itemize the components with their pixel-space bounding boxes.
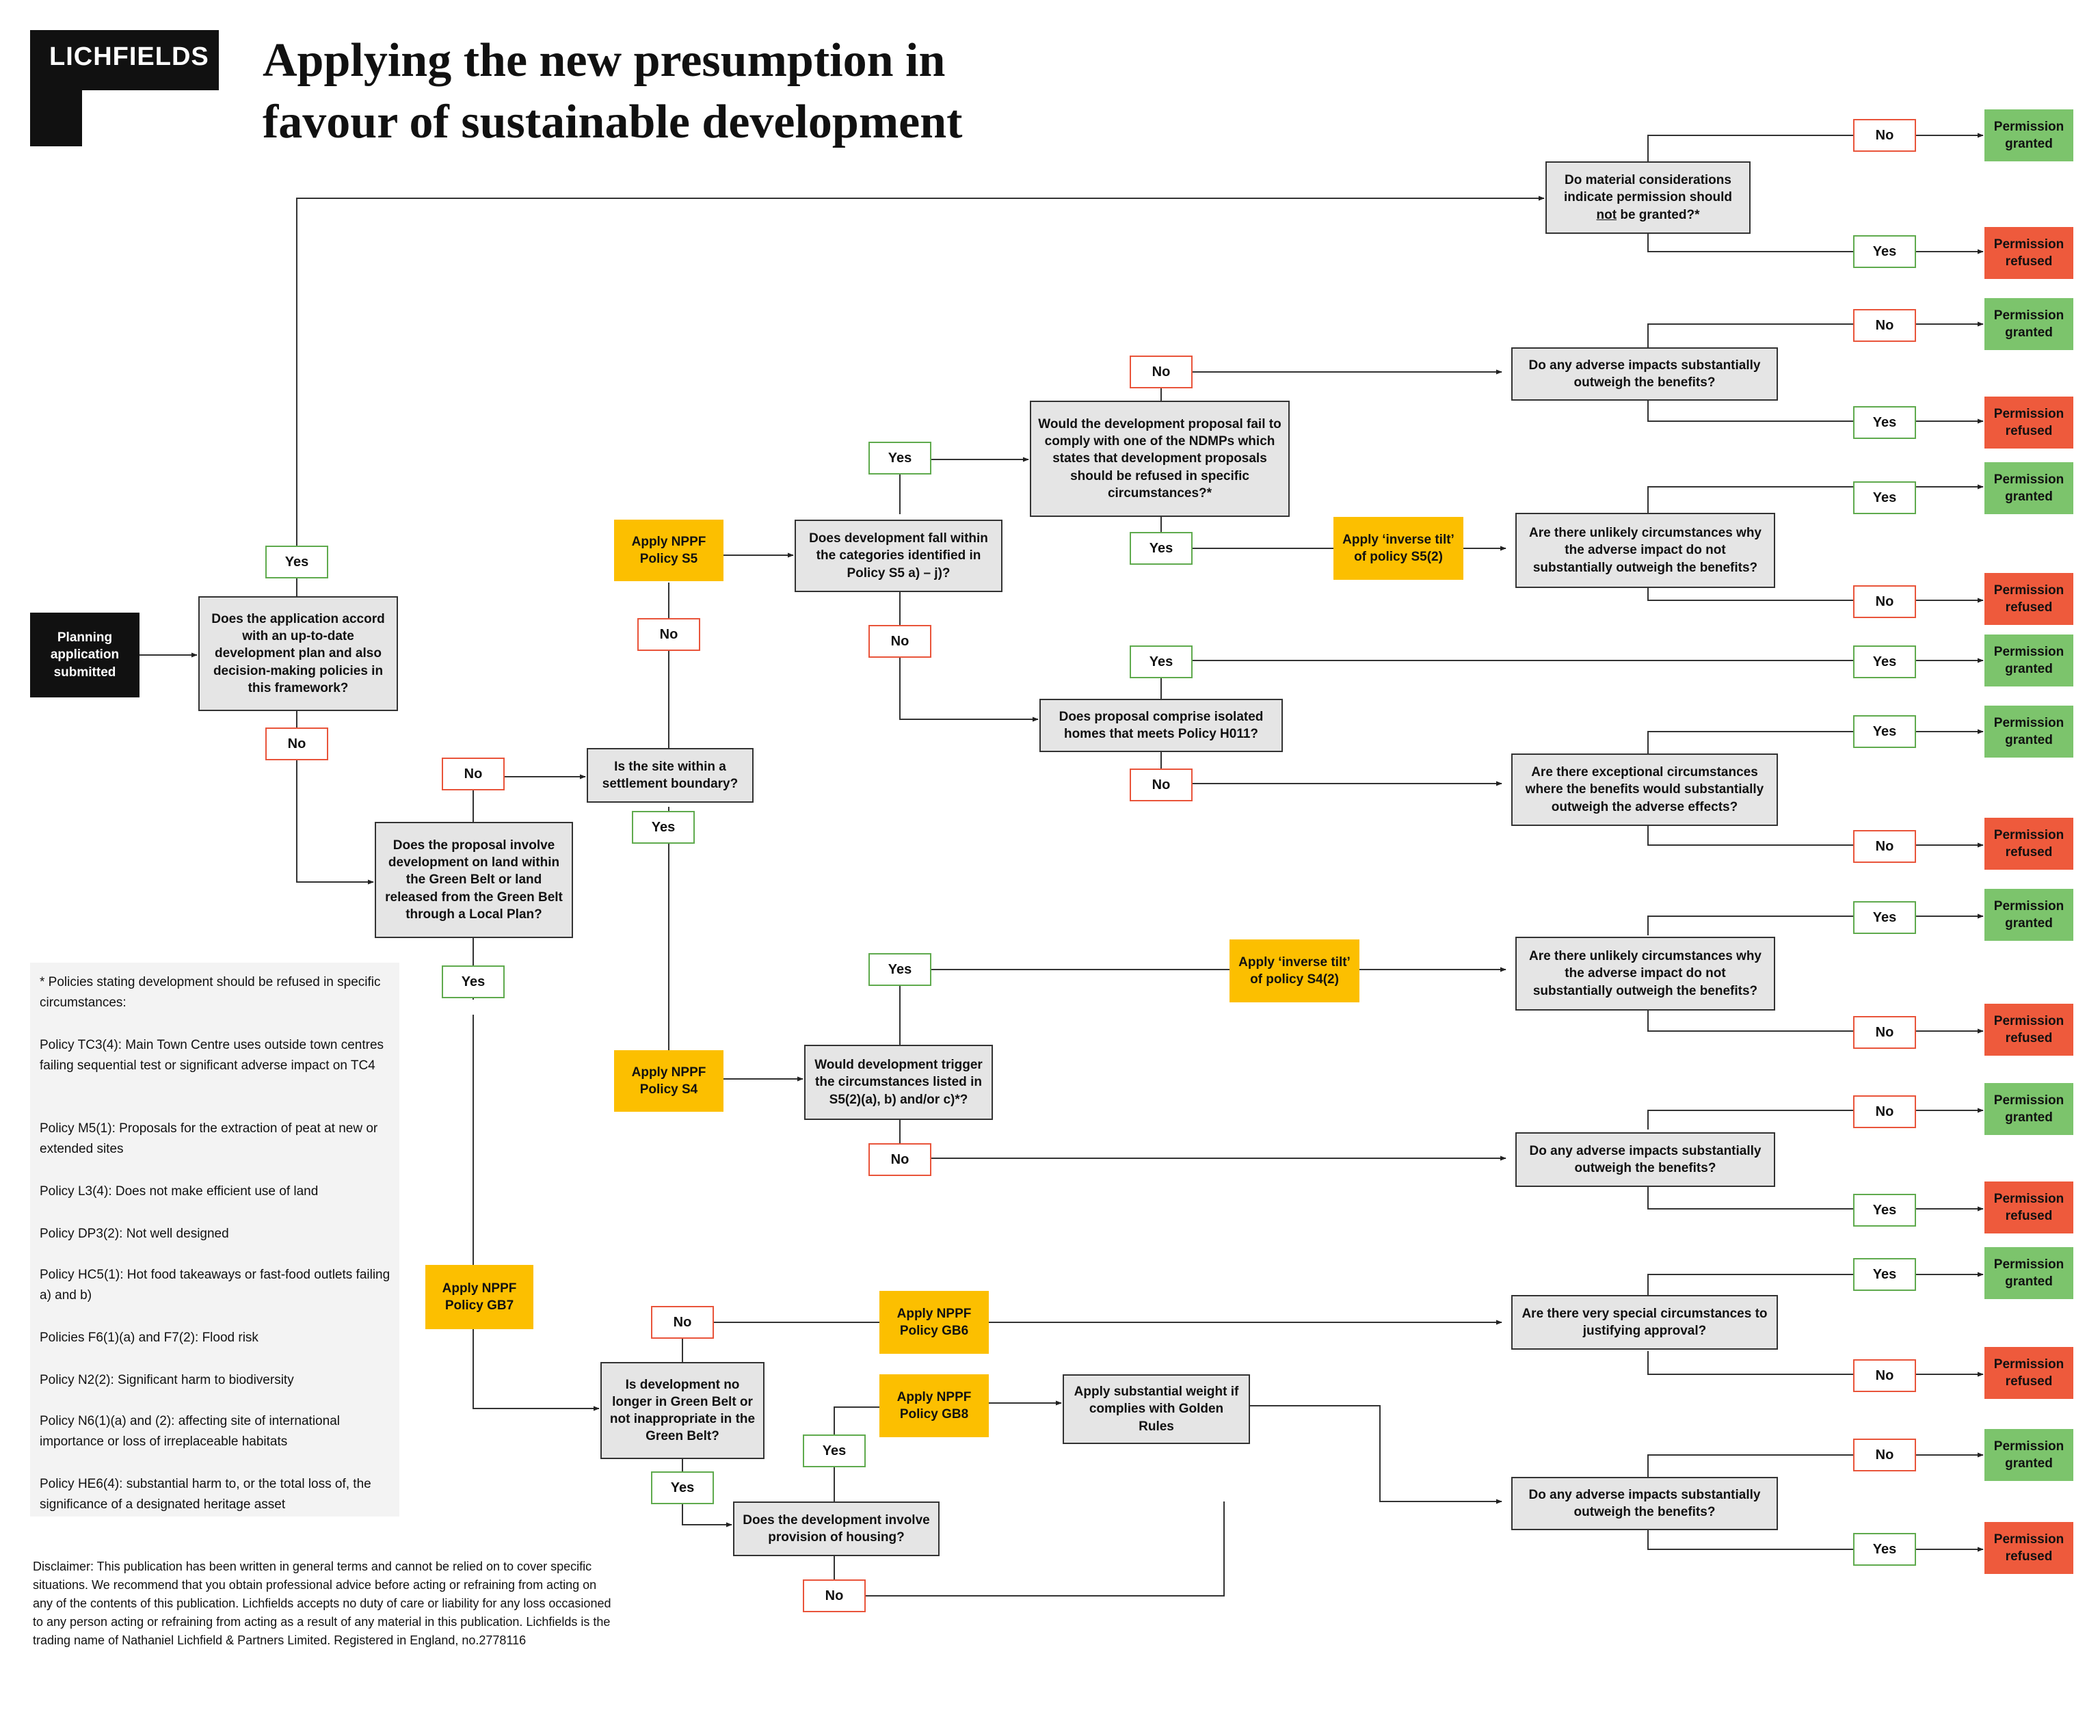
footnote-item: Policy N6(1)(a) and (2): affecting site of international importance or loss of irreplaceable habitats <box>40 1414 340 1449</box>
yes-label-adverse-1: Yes <box>1853 406 1916 439</box>
policy-s4-box: Apply NPPF Policy S4 <box>614 1050 723 1112</box>
no-label-no-longer-gb: No <box>651 1306 714 1339</box>
yes-label-exceptional: Yes <box>1853 715 1916 748</box>
disclaimer: Disclaimer: This publication has been written in general terms and cannot be relied on to cover specific situations. We recommend that you obtain professional advice before acting or refraining from acting on any of the contents of this publication. Lichfields accepts no duty of care or liability for any loss occasioned to any person acting or refraining from acting as a result of any material in this publication. Lichfields is the trading name of Nathaniel Lichfield & Partners Limited. Registered in England, no.2778116 <box>33 1560 611 1647</box>
question-ndmp: Would the development proposal fail to comply with one of the NDMPs which states that development proposals should be refused in specific circumstances?* <box>1030 401 1290 517</box>
outcome-permission-refused: Permission refused <box>1984 1522 2073 1574</box>
question-exceptional-circumstances: Are there exceptional circumstances where the benefits would substantially outweigh the adverse effects? <box>1511 753 1778 826</box>
yes-label-s4-trigger: Yes <box>868 953 931 986</box>
question-adverse-impacts-1: Do any adverse impacts substantially outweigh the benefits? <box>1511 347 1778 401</box>
outcome-permission-refused: Permission refused <box>1984 1004 2073 1056</box>
yes-label-material: Yes <box>1853 235 1916 268</box>
no-label-material: No <box>1853 119 1916 152</box>
outcome-permission-refused: Permission refused <box>1984 227 2073 279</box>
outcome-permission-granted: Permission granted <box>1984 298 2073 350</box>
policy-inverse-tilt-s4-box: Apply ‘inverse tilt’ of policy S4(2) <box>1230 939 1359 1002</box>
material-text-not: not <box>1596 207 1617 222</box>
outcome-permission-granted: Permission granted <box>1984 635 2073 686</box>
question-plan-accord: Does the application accord with an up-to-date development plan and also decision-making policies in this framework? <box>198 596 398 711</box>
no-label-accord: No <box>265 727 328 760</box>
question-provision-of-housing: Does the development involve provision of housing? <box>733 1501 940 1556</box>
start-node: Planning application submitted <box>30 613 139 697</box>
yes-label-adverse-3: Yes <box>1853 1533 1916 1566</box>
outcome-permission-refused: Permission refused <box>1984 573 2073 625</box>
policy-inverse-tilt-s5-box: Apply ‘inverse tilt’ of policy S5(2) <box>1333 517 1463 580</box>
question-very-special-circumstances: Are there very special circumstances to justifying approval? <box>1511 1295 1778 1350</box>
golden-rules-box: Apply substantial weight if complies with Golden Rules <box>1063 1374 1250 1444</box>
no-label-adverse-2: No <box>1853 1095 1916 1128</box>
outcome-permission-refused: Permission refused <box>1984 397 2073 449</box>
title-line-2: favour of sustainable development <box>263 96 963 148</box>
yes-label-isolated-homes-top: Yes <box>1130 645 1193 678</box>
policy-gb8-box: Apply NPPF Policy GB8 <box>879 1374 989 1437</box>
question-adverse-impacts-2: Do any adverse impacts substantially outweigh the benefits? <box>1515 1132 1775 1187</box>
outcome-permission-granted: Permission granted <box>1984 109 2073 161</box>
footnote-item: Policy DP3(2): Not well designed <box>40 1227 229 1241</box>
no-label-adverse-3: No <box>1853 1439 1916 1471</box>
yes-label-unlikely-2: Yes <box>1853 901 1916 934</box>
outcome-permission-refused: Permission refused <box>1984 1347 2073 1399</box>
footnote-item: Policy TC3(4): Main Town Centre uses outside town centres failing sequential test or significant adverse impact on TC4 <box>40 1038 384 1073</box>
outcome-permission-granted: Permission granted <box>1984 1083 2073 1135</box>
yes-label-green-belt: Yes <box>442 965 505 998</box>
question-no-longer-green-belt: Is development no longer in Green Belt or not inappropriate in the Green Belt? <box>600 1362 765 1459</box>
question-adverse-impacts-3: Do any adverse impacts substantially outweigh the benefits? <box>1511 1477 1778 1530</box>
outcome-permission-granted: Permission granted <box>1984 1429 2073 1481</box>
footnote-item: Policy HC5(1): Hot food takeaways or fast-food outlets failing a) and b) <box>40 1268 390 1303</box>
outcome-permission-granted: Permission granted <box>1984 706 2073 758</box>
question-material-considerations <box>1545 161 1751 234</box>
policy-gb7-box: Apply NPPF Policy GB7 <box>425 1265 533 1329</box>
yes-label-no-longer-gb: Yes <box>651 1471 714 1504</box>
yes-label-ndmp: Yes <box>1130 532 1193 565</box>
material-text-pre: Do material considerations indicate permission should <box>1564 173 1732 205</box>
footnote-heading: * Policies stating development should be refused in specific circumstances: <box>40 975 381 1010</box>
question-s4-trigger: Would development trigger the circumstances listed in S5(2)(a), b) and/or c)*? <box>804 1045 993 1120</box>
no-label-s5-categories: No <box>868 625 931 658</box>
yes-label-s5-categories: Yes <box>868 442 931 475</box>
outcome-permission-granted: Permission granted <box>1984 1247 2073 1299</box>
yes-label-isolated-homes-right: Yes <box>1853 645 1916 678</box>
outcome-permission-refused: Permission refused <box>1984 818 2073 870</box>
yes-label-unlikely-1: Yes <box>1853 481 1916 514</box>
question-unlikely-circumstances-1: Are there unlikely circumstances why the adverse impact do not substantially outweigh the benefits? <box>1515 513 1775 588</box>
outcome-permission-granted: Permission granted <box>1984 462 2073 514</box>
question-isolated-homes: Does proposal comprise isolated homes that meets Policy H011? <box>1039 699 1283 752</box>
no-label-adverse-1: No <box>1853 309 1916 342</box>
footnote-item: Policy HE6(4): substantial harm to, or the total loss of, the significance of a designated heritage asset <box>40 1477 371 1512</box>
question-s5-categories: Does development fall within the categories identified in Policy S5 a) – j)? <box>795 520 1002 592</box>
question-unlikely-circumstances-2: Are there unlikely circumstances why the adverse impact do not substantially outweigh the benefits? <box>1515 937 1775 1011</box>
material-text-post: be granted?* <box>1617 207 1700 222</box>
no-label-s4-trigger: No <box>868 1143 931 1176</box>
title-line-1: Applying the new presumption in <box>263 34 946 87</box>
no-label-ndmp: No <box>1130 356 1193 388</box>
no-label-very-special: No <box>1853 1359 1916 1392</box>
no-label-unlikely-1: No <box>1853 585 1916 618</box>
yes-label-accord: Yes <box>265 546 328 578</box>
question-settlement-boundary: Is the site within a settlement boundary? <box>587 748 754 803</box>
no-label-housing: No <box>803 1579 866 1612</box>
yes-label-settlement: Yes <box>632 811 695 844</box>
no-label-isolated-homes: No <box>1130 769 1193 801</box>
footnote-item: Policy L3(4): Does not make efficient use of land <box>40 1184 319 1199</box>
yes-label-very-special: Yes <box>1853 1258 1916 1291</box>
footnote-item: Policy N2(2): Significant harm to biodiversity <box>40 1373 294 1387</box>
no-label-green-belt: No <box>442 758 505 790</box>
policy-s5-box: Apply NPPF Policy S5 <box>614 520 723 581</box>
policy-footnote-panel <box>30 963 399 1517</box>
logo-text: LICHFIELDS <box>49 42 209 71</box>
outcome-permission-granted: Permission granted <box>1984 889 2073 941</box>
footnote-item: Policies F6(1)(a) and F7(2): Flood risk <box>40 1331 258 1345</box>
yes-label-adverse-2: Yes <box>1853 1194 1916 1227</box>
no-label-unlikely-2: No <box>1853 1016 1916 1049</box>
outcome-permission-refused: Permission refused <box>1984 1181 2073 1233</box>
no-label-policy-s5: No <box>637 618 700 651</box>
footnote-item: Policy M5(1): Proposals for the extraction of peat at new or extended sites <box>40 1121 378 1156</box>
no-label-exceptional: No <box>1853 830 1916 863</box>
question-green-belt: Does the proposal involve development on land within the Green Belt or land released from the Green Belt through a Local Plan? <box>375 822 573 938</box>
policy-gb6-box: Apply NPPF Policy GB6 <box>879 1291 989 1354</box>
yes-label-housing: Yes <box>803 1434 866 1467</box>
